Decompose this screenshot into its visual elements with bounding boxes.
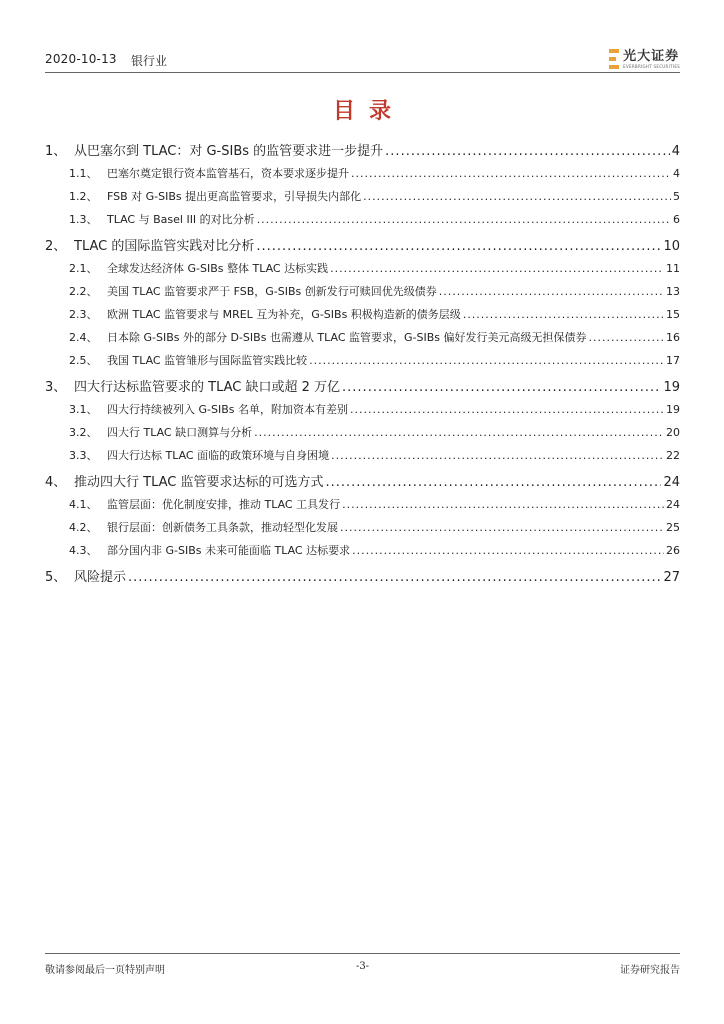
toc-section[interactable] — [45, 235, 680, 257]
toc-leader-dots — [350, 403, 664, 416]
toc-page: 13 — [666, 285, 680, 298]
toc-number: 2.1、 — [69, 262, 98, 275]
toc-page: 17 — [666, 354, 680, 367]
toc-number: 3.3、 — [69, 449, 98, 462]
toc-leader-dots — [439, 285, 664, 298]
toc-number: 2.4、 — [69, 331, 98, 344]
toc-leader-dots — [363, 190, 671, 203]
toc-leader-dots — [342, 498, 664, 511]
toc-number: 4.3、 — [69, 544, 98, 557]
toc-leader-dots — [254, 426, 664, 439]
report-date: 2020-10-13 — [45, 52, 117, 66]
toc-title: 四大行达标监管要求的 TLAC 缺口或超 2 万亿 — [74, 380, 341, 395]
toc-number: 1.1、 — [69, 167, 98, 180]
toc-number: 4、 — [45, 475, 67, 490]
toc-subsection[interactable] — [45, 424, 680, 444]
page-title: 目录 — [332, 98, 405, 124]
company-logo — [609, 48, 680, 70]
toc-page: 4 — [673, 167, 680, 180]
toc-number: 1.2、 — [69, 190, 98, 203]
toc-title: 全球发达经济体 G-SIBs 整体 TLAC 达标实践 — [107, 262, 329, 275]
toc-section[interactable] — [45, 376, 680, 398]
toc-page: 15 — [666, 308, 680, 321]
toc-leader-dots — [385, 144, 670, 159]
toc-page: 6 — [673, 213, 680, 226]
table-of-contents — [45, 140, 680, 588]
toc-page: 20 — [666, 426, 680, 439]
toc-leader-dots — [326, 475, 662, 490]
toc-page: 4 — [671, 144, 680, 159]
toc-subsection[interactable] — [45, 519, 680, 539]
toc-title: 监管层面：优化制度安排，推动 TLAC 工具发行 — [107, 498, 341, 511]
toc-number: 5、 — [45, 570, 67, 585]
toc-subsection[interactable] — [45, 542, 680, 562]
industry-label: 银行业 — [131, 54, 168, 68]
toc-title: 四大行持续被列入 G-SIBs 名单，附加资本有差别 — [107, 403, 348, 416]
footer-divider — [45, 953, 680, 954]
toc-title: FSB 对 G-SIBs 提出更高监管要求，引导损失内部化 — [107, 190, 362, 203]
toc-subsection[interactable] — [45, 306, 680, 326]
toc-title: 日本除 G-SIBs 外的部分 D-SIBs 也需遵从 TLAC 监管要求，G-SIBs 偏好发行美元高级无担保债券 — [107, 331, 587, 344]
toc-section[interactable] — [45, 566, 680, 588]
toc-page: 10 — [663, 239, 680, 254]
toc-subsection[interactable] — [45, 401, 680, 421]
toc-title: 我国 TLAC 监管雏形与国际监管实践比较 — [107, 354, 308, 367]
toc-page: 19 — [666, 403, 680, 416]
toc-leader-dots — [589, 331, 664, 344]
toc-title: 美国 TLAC 监管要求严于 FSB，G-SIBs 创新发行可赎回优先级债券 — [107, 285, 437, 298]
toc-subsection[interactable] — [45, 211, 680, 231]
toc-leader-dots — [128, 570, 661, 585]
toc-page: 19 — [663, 380, 680, 395]
toc-number: 1.3、 — [69, 213, 98, 226]
toc-subsection[interactable] — [45, 447, 680, 467]
toc-title: 巴塞尔奠定银行资本监管基石，资本要求逐步提升 — [107, 167, 349, 180]
toc-leader-dots — [342, 380, 661, 395]
toc-leader-dots — [256, 239, 661, 254]
toc-subsection[interactable] — [45, 165, 680, 185]
toc-title: TLAC 与 Basel III 的对比分析 — [107, 213, 255, 226]
logo-chinese-name: 光大证券 — [623, 48, 680, 64]
header-divider — [45, 72, 680, 73]
toc-title: 从巴塞尔到 TLAC：对 G-SIBs 的监管要求进一步提升 — [74, 144, 384, 159]
toc-page: 25 — [666, 521, 680, 534]
page-number: -3- — [355, 961, 370, 972]
toc-leader-dots — [330, 262, 664, 275]
logo-mark-icon — [609, 49, 619, 69]
footer-disclaimer: 敬请参阅最后一页特别声明 — [45, 965, 165, 976]
toc-leader-dots — [309, 354, 664, 367]
toc-page: 24 — [663, 475, 680, 490]
toc-title: TLAC 的国际监管实践对比分析 — [74, 239, 255, 254]
toc-number: 2.3、 — [69, 308, 98, 321]
toc-leader-dots — [340, 521, 664, 534]
toc-number: 3、 — [45, 380, 67, 395]
toc-page: 24 — [666, 498, 680, 511]
toc-section[interactable] — [45, 140, 680, 162]
toc-subsection[interactable] — [45, 329, 680, 349]
toc-leader-dots — [257, 213, 671, 226]
toc-page: 26 — [666, 544, 680, 557]
footer-report-type: 证券研究报告 — [620, 965, 680, 976]
toc-title: 四大行 TLAC 缺口测算与分析 — [107, 426, 253, 439]
toc-title: 欧洲 TLAC 监管要求与 MREL 互为补充，G-SIBs 积极构造新的债务层级 — [107, 308, 461, 321]
toc-leader-dots — [331, 449, 664, 462]
toc-subsection[interactable] — [45, 283, 680, 303]
toc-leader-dots — [463, 308, 664, 321]
toc-leader-dots — [352, 544, 664, 557]
toc-page: 22 — [666, 449, 680, 462]
toc-page: 16 — [666, 331, 680, 344]
toc-number: 2.5、 — [69, 354, 98, 367]
toc-subsection[interactable] — [45, 188, 680, 208]
toc-number: 1、 — [45, 144, 67, 159]
toc-title: 风险提示 — [74, 570, 127, 585]
toc-subsection[interactable] — [45, 496, 680, 516]
toc-title: 银行层面：创新债务工具条款，推动轻型化发展 — [107, 521, 338, 534]
toc-title: 部分国内非 G-SIBs 未来可能面临 TLAC 达标要求 — [107, 544, 351, 557]
toc-title: 推动四大行 TLAC 监管要求达标的可选方式 — [74, 475, 324, 490]
toc-page: 5 — [673, 190, 680, 203]
toc-number: 4.2、 — [69, 521, 98, 534]
toc-number: 2.2、 — [69, 285, 98, 298]
page-header — [45, 48, 680, 74]
toc-page: 11 — [666, 262, 680, 275]
toc-number: 3.2、 — [69, 426, 98, 439]
toc-leader-dots — [351, 167, 671, 180]
toc-number: 2、 — [45, 239, 67, 254]
toc-section[interactable] — [45, 471, 680, 493]
toc-subsection[interactable] — [45, 352, 680, 372]
toc-number: 4.1、 — [69, 498, 98, 511]
toc-number: 3.1、 — [69, 403, 98, 416]
toc-title: 四大行达标 TLAC 面临的政策环境与自身困境 — [107, 449, 330, 462]
toc-subsection[interactable] — [45, 260, 680, 280]
page-footer — [45, 953, 680, 976]
logo-english-name: EVERBRIGHT SECURITIES — [623, 63, 680, 69]
toc-page: 27 — [663, 570, 680, 585]
